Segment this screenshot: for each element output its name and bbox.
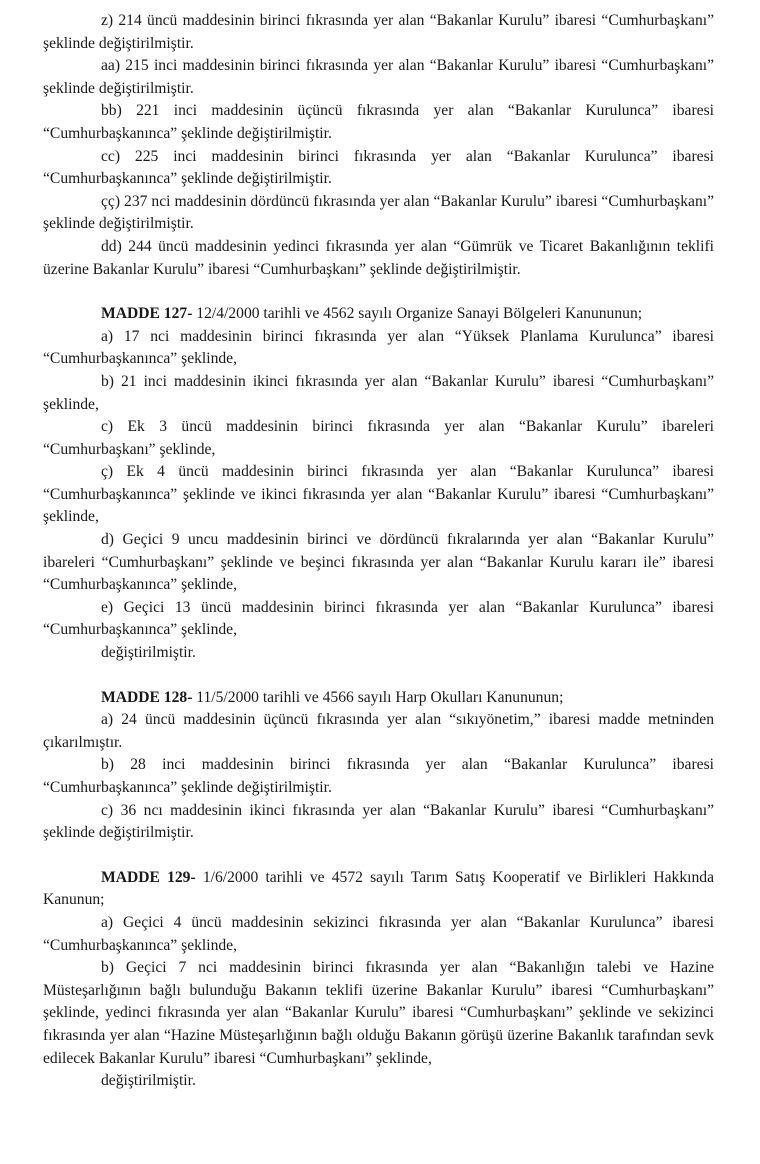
item-z: z) 214 üncü maddesinin birinci fıkrasında yer alan “Bakanlar Kurulu” ibaresi “Cumhurbaşkanı” şeklinde değiştirilmiştir. <box>43 12 714 52</box>
item-cc: cc) 225 inci maddesinin birinci fıkrasında yer alan “Bakanlar Kurulunca” ibaresi “Cumhurbaşkanınca” şeklinde değiştirilmiştir. <box>43 147 714 188</box>
madde-127-item-c: c) Ek 3 üncü maddesinin birinci fıkrasında yer alan “Bakanlar Kurulu” ibareleri “Cumhurbaşkanı” şeklinde, <box>43 418 714 458</box>
madde-128-item-a: a) 24 üncü maddesinin üçüncü fıkrasında yer alan “sıkıyönetim,” ibaresi madde metninden çıkarılmıştır. <box>43 711 714 751</box>
madde-128-heading: MADDE 128- <box>101 688 193 706</box>
madde-127-item-c-cedilla: ç) Ek 4 üncü maddesinin birinci fıkrasında yer alan “Bakanlar Kurulunca” ibaresi “Cumhurbaşkanınca” şeklinde ve ikinci fıkrasında yer alan “Bakanlar Kurulu” ibaresi “Cumhurbaşkanı” şeklinde, <box>43 463 714 526</box>
item-bb: bb) 221 inci maddesinin üçüncü fıkrasında yer alan “Bakanlar Kurulunca” ibaresi “Cumhurbaşkanınca” şeklinde değiştirilmiştir. <box>43 102 714 142</box>
madde-127-item-d: d) Geçici 9 uncu maddesinin birinci ve dördüncü fıkralarında yer alan “Bakanlar Kurulu” ibareleri “Cumhurbaşkanı” şeklinde ve beşinci fıkrasında yer alan “Bakanlar Kurulu kararı ile” ibaresi “Cumhurbaşkanınca” şeklinde, <box>43 531 714 594</box>
item-cc-cedilla: çç) 237 nci maddesinin dördüncü fıkrasında yer alan “Bakanlar Kurulu” ibaresi “Cumhurbaşkanı” şeklinde değiştirilmiştir. <box>43 192 714 233</box>
madde-127 <box>43 303 714 665</box>
madde-129-closing: değiştirilmiştir. <box>101 1072 196 1090</box>
madde-127-item-a: a) 17 nci maddesinin birinci fıkrasında yer alan “Yüksek Planlama Kurulunca” ibaresi “Cumhurbaşkanınca” şeklinde, <box>43 327 714 368</box>
item-dd: dd) 244 üncü maddesinin yedinci fıkrasında yer alan “Gümrük ve Ticaret Bakanlığının teklifi üzerine Bakanlar Kurulu” ibaresi “Cumhurbaşkanı” şeklinde değiştirilmiştir. <box>43 237 714 278</box>
madde-127-intro <box>43 303 714 326</box>
item-aa: aa) 215 inci maddesinin birinci fıkrasında yer alan “Bakanlar Kurulu” ibaresi “Cumhurbaşkanı” şeklinde değiştirilmiştir. <box>43 57 714 97</box>
madde-128-item-c: c) 36 ncı maddesinin ikinci fıkrasında yer alan “Bakanlar Kurulu” ibaresi “Cumhurbaşkanı” şeklinde değiştirilmiştir. <box>43 801 714 842</box>
madde-127-item-b: b) 21 inci maddesinin ikinci fıkrasında yer alan “Bakanlar Kurulu” ibaresi “Cumhurbaşkanı” şeklinde, <box>43 372 714 413</box>
madde-127-heading: MADDE 127- <box>101 305 193 323</box>
section-gap <box>43 281 714 303</box>
madde-129-item-b: b) Geçici 7 nci maddesinin birinci fıkrasında yer alan “Bakanlığın talebi ve Hazine Müsteşarlığının bağlı bulunduğu Bakanın teklifi üzerine Bakanlar Kurulu” ibaresi “Cumhurbaşkanı” şeklinde, yedinci fıkrasında yer alan “Bakanlar Kurulu” ibaresi “Cumhurbaşkanı” şeklinde ve sekizinci fıkrasında yer alan “Hazine Müsteşarlığının bağlı olduğu Bakanın görüşü üzerine Bakanlık tarafından sevk edilecek Bakanlar Kurulu” ibaresi “Cumhurbaşkanı” şeklinde, <box>43 959 714 1067</box>
madde-128-item-b: b) 28 inci maddesinin birinci fıkrasında yer alan “Bakanlar Kurulunca” ibaresi “Cumhurbaşkanınca” şeklinde değiştirilmiştir. <box>43 756 714 796</box>
madde-129-item-a: a) Geçici 4 üncü maddesinin sekizinci fıkrasında yer alan “Bakanlar Kurulunca” ibaresi “Cumhurbaşkanınca” şeklinde, <box>43 913 714 954</box>
section-gap <box>43 665 714 687</box>
madde-128 <box>43 687 714 845</box>
madde-129 <box>43 867 714 1093</box>
madde-127-intro-text: 12/4/2000 tarihli ve 4562 sayılı Organize Sanayi Bölgeleri Kanununun; <box>192 305 643 323</box>
madde-129-intro <box>43 867 714 912</box>
madde-129-heading: MADDE 129- <box>101 868 196 886</box>
madde-127-closing: değiştirilmiştir. <box>101 644 196 662</box>
section-gap <box>43 845 714 867</box>
madde-128-intro-text: 11/5/2000 tarihli ve 4566 sayılı Harp Okulları Kanununun; <box>192 688 564 706</box>
continuation-items <box>43 10 714 281</box>
document-page <box>43 10 714 1093</box>
madde-128-intro <box>43 687 714 710</box>
madde-127-item-e: e) Geçici 13 üncü maddesinin birinci fıkrasında yer alan “Bakanlar Kurulunca” ibaresi “Cumhurbaşkanınca” şeklinde, <box>43 598 714 639</box>
madde-129-intro-text: 1/6/2000 tarihli ve 4572 sayılı Tarım Satış Kooperatif ve Birlikleri Hakkında Kanunun; <box>43 868 714 909</box>
